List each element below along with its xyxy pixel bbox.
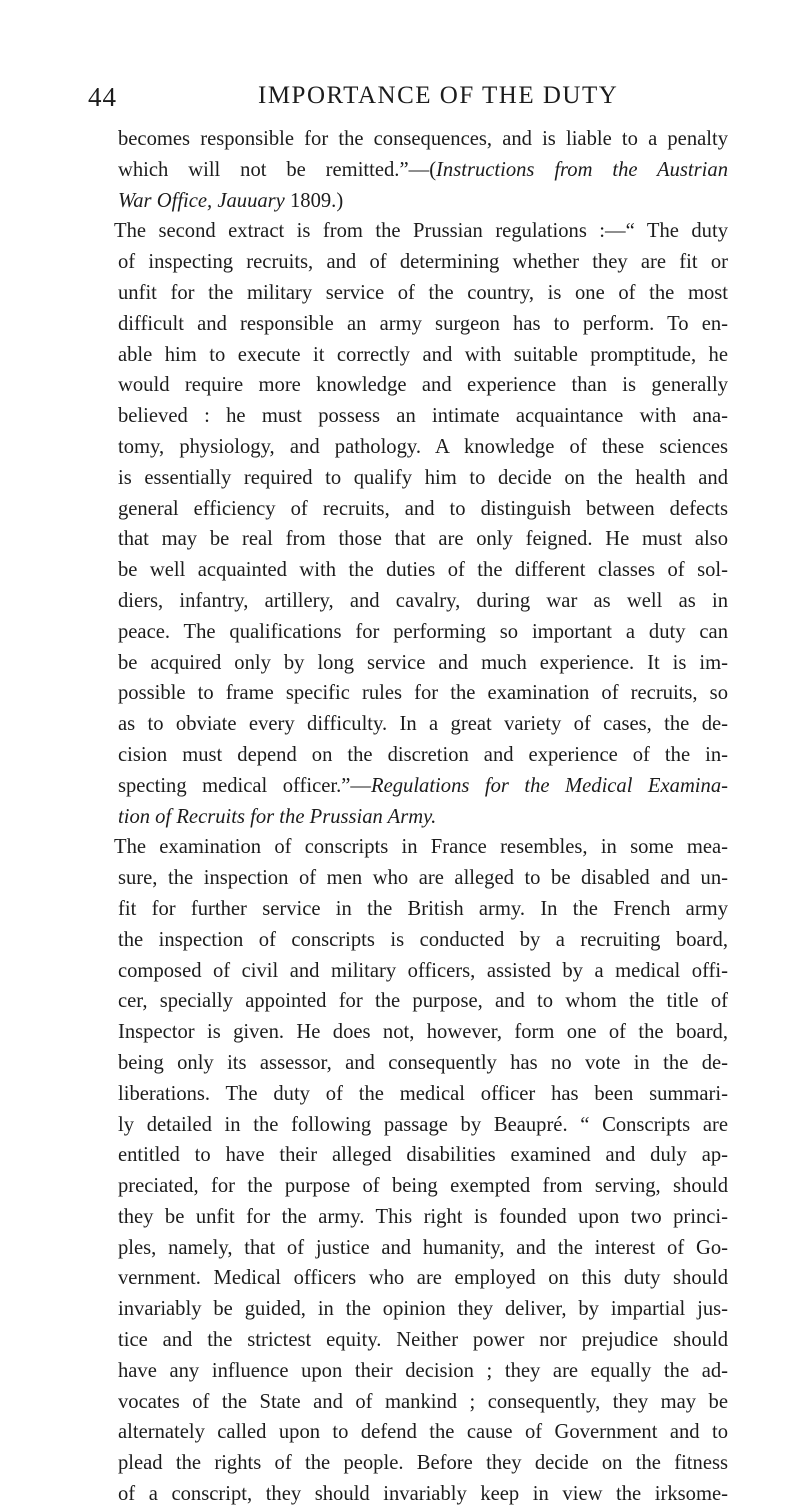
text-line: vernment. Medical officers who are employed on this duty should xyxy=(118,1267,728,1290)
text-line: be acquired only by long service and much experience. It is im- xyxy=(118,651,728,674)
running-head: IMPORTANCE OF THE DUTY xyxy=(258,82,619,109)
text-line: plead the rights of the people. Before they decide on the fitness xyxy=(118,1452,728,1475)
page-number: 44 xyxy=(88,82,117,112)
text-line: able him to execute it correctly and with suitable promptitude, he xyxy=(118,343,728,366)
text-line: Inspector is given. He does not, however, form one of the board, xyxy=(118,1021,728,1044)
text-line: they be unfit for the army. This right is founded upon two princi- xyxy=(118,1205,728,1228)
text-line: cer, specially appointed for the purpose, and to whom the title of xyxy=(118,990,728,1013)
text-line: possible to frame specific rules for the examination of recruits, so xyxy=(118,682,728,705)
page-header xyxy=(0,82,800,122)
citation-year: 1809.) xyxy=(284,189,344,212)
text-line: difficult and responsible an army surgeon has to perform. To en- xyxy=(118,312,728,335)
text-line: the inspection of conscripts is conducted by a recruiting board, xyxy=(118,928,728,951)
text-line xyxy=(118,155,728,186)
text-line: The examination of conscripts in France resembles, in some mea- xyxy=(114,836,728,859)
body-text xyxy=(114,124,728,1510)
citation-italic: Regulations for the Medical Examina- xyxy=(371,774,728,797)
citation-italic: War Office, Jauuary xyxy=(118,189,285,212)
text-line: sure, the inspection of men who are alleged to be disabled and un- xyxy=(118,867,728,890)
text-line xyxy=(118,802,728,833)
text-line xyxy=(118,771,728,802)
text-line: peace. The qualifications for performing so important a duty can xyxy=(118,620,728,643)
open-paren: ( xyxy=(429,158,437,181)
text-line: being only its assessor, and consequently has no vote in the de- xyxy=(118,1051,728,1074)
text-line: is essentially required to qualify him to decide on the health and xyxy=(118,466,728,489)
text-line xyxy=(118,186,728,217)
text-line: composed of civil and military officers, assisted by a medical offi- xyxy=(118,959,728,982)
text-line: ples, namely, that of justice and humanity, and the interest of Go- xyxy=(118,1236,728,1259)
text-line: fit for further service in the British army. In the French army xyxy=(118,897,728,920)
citation-italic: Instructions from the Austrian xyxy=(436,158,728,181)
text-run: which will not be remitted.”— xyxy=(118,158,430,181)
text-line: as to obviate every difficulty. In a great variety of cases, the de- xyxy=(118,713,728,736)
text-line: would require more knowledge and experience than is generally xyxy=(118,374,728,397)
text-line: ly detailed in the following passage by Beaupré. “ Conscripts are xyxy=(118,1113,728,1136)
text-run: specting medical officer.”— xyxy=(118,774,371,797)
text-line: The second extract is from the Prussian regulations :—“ The duty xyxy=(114,220,728,243)
citation-italic: tion of Recruits for the Prussian Army. xyxy=(118,805,437,828)
text-line: vocates of the State and of mankind ; consequently, they may be xyxy=(118,1390,728,1413)
text-line: unfit for the military service of the country, is one of the most xyxy=(118,281,728,304)
text-line: diers, infantry, artillery, and cavalry, during war as well as in xyxy=(118,589,728,612)
text-line: preciated, for the purpose of being exempted from serving, should xyxy=(118,1175,728,1198)
text-line: that may be real from those that are only feigned. He must also xyxy=(118,528,728,551)
text-line: of inspecting recruits, and of determining whether they are fit or xyxy=(118,251,728,274)
text-line: cision must depend on the discretion and experience of the in- xyxy=(118,743,728,766)
text-line: tomy, physiology, and pathology. A knowledge of these sciences xyxy=(118,435,728,458)
text-line: general efficiency of recruits, and to distinguish between defects xyxy=(118,497,728,520)
text-line: invariably be guided, in the opinion they deliver, by impartial jus- xyxy=(118,1298,728,1321)
text-line: alternately called upon to defend the cause of Government and to xyxy=(118,1421,728,1444)
text-line: of a conscript, they should invariably keep in view the irksome- xyxy=(118,1483,728,1506)
text-line: tice and the strictest equity. Neither power nor prejudice should xyxy=(118,1329,728,1352)
text-line: entitled to have their alleged disabilities examined and duly ap- xyxy=(118,1144,728,1167)
text-line: have any influence upon their decision ; they are equally the ad- xyxy=(118,1359,728,1382)
text-line: becomes responsible for the consequences, and is liable to a penalty xyxy=(118,128,728,150)
text-line: believed : he must possess an intimate acquaintance with ana- xyxy=(118,405,728,428)
text-line: be well acquainted with the duties of the different classes of sol- xyxy=(118,559,728,582)
text-line: liberations. The duty of the medical officer has been summari- xyxy=(118,1082,728,1105)
